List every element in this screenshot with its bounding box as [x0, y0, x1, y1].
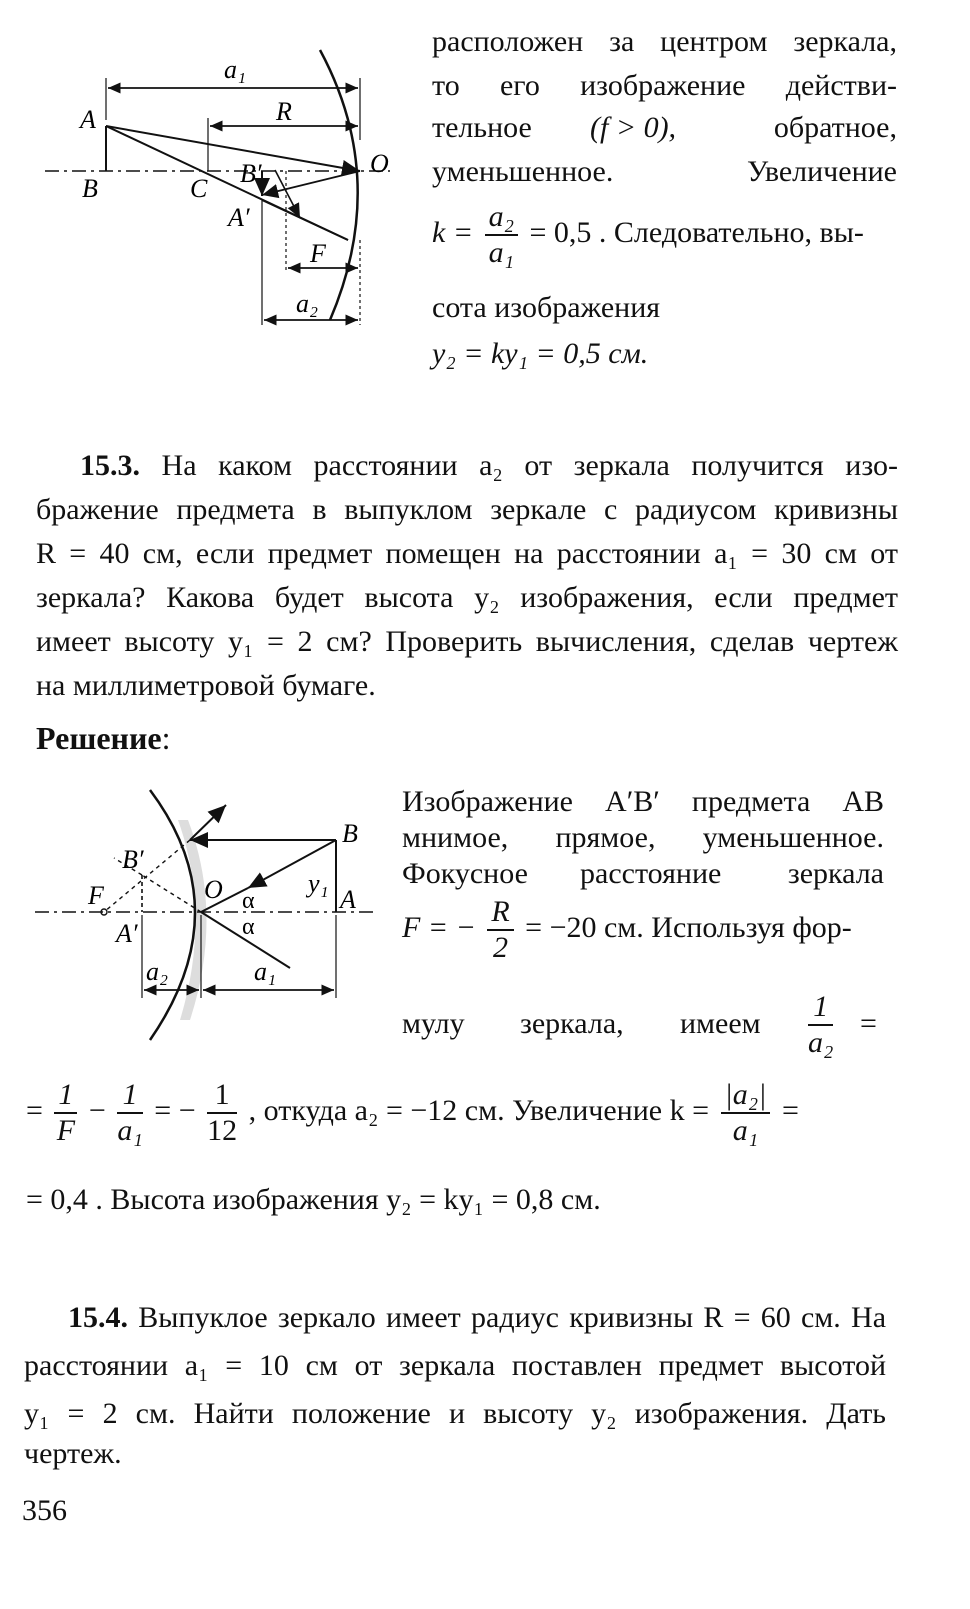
- problem-15-3-number: 15.3.: [80, 449, 140, 482]
- label-A-prime-2: A′: [116, 919, 138, 948]
- frac-3-num: 1: [207, 1078, 237, 1114]
- eq2: =: [781, 1093, 799, 1127]
- l5-den: a₂: [808, 1026, 834, 1059]
- problem-15-3-line-4: зеркала? Какова будет высота y₂ изображения, если предмет: [36, 581, 898, 614]
- solution-f-formula: [402, 895, 892, 975]
- solution-line-3-left: Фокусное: [402, 857, 528, 890]
- top-text-line-4: [432, 152, 897, 192]
- line3-left: тельное: [432, 111, 532, 144]
- solution-line-2: мнимое, прямое, уменьшенное.: [402, 821, 884, 854]
- line3-right: обратное,: [773, 111, 897, 144]
- problem-15-3: [36, 446, 898, 706]
- frac-2-num: 1: [117, 1078, 142, 1114]
- frac-k: [721, 1078, 771, 1148]
- l5-fraction: [808, 990, 833, 1060]
- l5-num: 1: [808, 990, 833, 1026]
- top-text-k-formula: [432, 200, 902, 280]
- label-A: A: [80, 105, 96, 134]
- label-a1-fig2: a₁: [254, 957, 277, 986]
- problem-15-3-line-3: R = 40 см, если предмет помещен на расстоянии a₁ = 30 см от: [36, 537, 898, 570]
- solution-line-3-right: зеркала: [787, 857, 884, 890]
- label-a2-fig2: a₂: [146, 957, 169, 986]
- f-num: R: [487, 895, 513, 931]
- label-A-prime: A′: [228, 203, 250, 232]
- l5-eq: =: [860, 1007, 877, 1040]
- top-text-line-7: y₂ = ky₁ = 0,5 см.: [432, 337, 649, 370]
- problem-15-3-line-2: бражение предмета в выпуклом зеркале с радиусом кривизны: [36, 493, 898, 526]
- solution-heading-colon: :: [161, 720, 171, 756]
- label-alpha-2: α: [242, 914, 255, 940]
- line4-right: Увеличение: [746, 155, 897, 188]
- top-text-line-1: расположен за центром зеркала,: [432, 25, 897, 58]
- problem-15-4-line-3: y₁ = 2 см. Найти положение и высоту y₂ изображения. Дать: [24, 1397, 886, 1430]
- k-num: a₂: [485, 200, 518, 236]
- problem-15-4: [24, 1298, 886, 1474]
- problem-15-4-line-2: расстоянии a₁ = 10 см от зеркала поставлен предмет высотой: [24, 1349, 886, 1382]
- top-text-line-6: сота изображения: [432, 291, 661, 324]
- k-fraction: [485, 200, 518, 270]
- solution-line-5: [402, 990, 892, 1070]
- frac-3-den: 12: [207, 1114, 238, 1147]
- line3-mid: (f > 0),: [590, 111, 677, 144]
- problem-15-3-text-1: На каком расстоянии a₂ от зеркала получится изо-: [161, 449, 898, 482]
- label-a1: a₁: [224, 55, 247, 84]
- solution-line-1: [402, 782, 884, 822]
- problem-15-4-number: 15.4.: [68, 1301, 128, 1334]
- frac-1-F: [54, 1078, 77, 1148]
- label-F2: F: [88, 881, 104, 910]
- top-text-line-2: то его изображение действи-: [432, 69, 897, 102]
- label-alpha-1: α: [242, 888, 255, 914]
- mirror-arc: [320, 50, 358, 320]
- f-den: 2: [492, 931, 508, 964]
- f-fraction: [487, 895, 513, 965]
- label-C: C: [190, 174, 208, 203]
- solution-line-5-b: зеркала,: [520, 1007, 624, 1040]
- solution-line-5-c: имеем: [680, 1007, 761, 1040]
- top-text-line-3: [432, 108, 897, 148]
- label-a2: a₂: [296, 289, 319, 318]
- label-F: F: [310, 239, 326, 268]
- label-B: B: [82, 174, 98, 203]
- frac-4-den: a₁: [732, 1114, 759, 1147]
- figure-concave-mirror: [30, 40, 430, 350]
- frac-1-a1: [117, 1078, 142, 1148]
- frac-2-den: a₁: [117, 1114, 143, 1147]
- label-O: O: [370, 149, 389, 178]
- problem-15-4-text-1: Выпуклое зеркало имеет радиус кривизны R = 60 см. На: [138, 1301, 887, 1334]
- k-rhs: = 0,5 . Следовательно, вы-: [529, 215, 864, 249]
- figure-convex-mirror: [30, 780, 390, 1050]
- label-B-prime: B′: [240, 159, 262, 188]
- eq1: = −: [154, 1093, 196, 1127]
- label-B2: B: [342, 819, 358, 848]
- eq0: =: [26, 1093, 43, 1127]
- solution-equation-line: [26, 1078, 906, 1158]
- label-B-prime-2: B′: [122, 845, 144, 874]
- frac-1-num: 1: [54, 1078, 77, 1114]
- solution-line-3-mid: расстояние: [580, 857, 722, 890]
- k-lhs: k =: [432, 215, 474, 249]
- label-A2: A: [340, 885, 356, 914]
- f-rhs: = −20 см. Используя фор-: [525, 910, 852, 944]
- page-number: 356: [22, 1494, 67, 1527]
- problem-15-4-line-4: чертеж.: [24, 1437, 122, 1470]
- label-O2: O: [204, 875, 223, 904]
- solution-line-1-text: Изображение A′B′ предмета AB: [402, 785, 884, 818]
- solution-line-3: [402, 854, 884, 894]
- solution-line-5-a: мулу: [402, 1007, 465, 1040]
- frac-4-num: |a₂|: [721, 1078, 771, 1114]
- problem-15-3-line-5: имеет высоту y₁ = 2 см? Проверить вычисления, сделав чертеж: [36, 625, 898, 658]
- k-den: a₁: [488, 236, 514, 269]
- eq-tail: , откуда a₂ = −12 см. Увеличение k =: [248, 1093, 710, 1127]
- frac-1-12: [207, 1078, 237, 1148]
- solution-last-line: = 0,4 . Высота изображения y₂ = ky₁ = 0,8 см.: [26, 1183, 601, 1216]
- line4-left: уменьшенное.: [432, 155, 614, 188]
- problem-15-3-line-1: [36, 446, 898, 486]
- solution-heading-text: Решение: [36, 720, 162, 756]
- minus1: −: [88, 1093, 106, 1127]
- label-R: R: [276, 97, 292, 126]
- frac-1-den: F: [56, 1114, 76, 1147]
- problem-15-4-line-1: [24, 1298, 886, 1338]
- label-y1: y₁: [308, 869, 329, 898]
- problem-15-3-line-6: на миллиметровой бумаге.: [36, 669, 376, 702]
- solution-heading: [36, 718, 171, 758]
- f-lhs: F = −: [402, 910, 476, 944]
